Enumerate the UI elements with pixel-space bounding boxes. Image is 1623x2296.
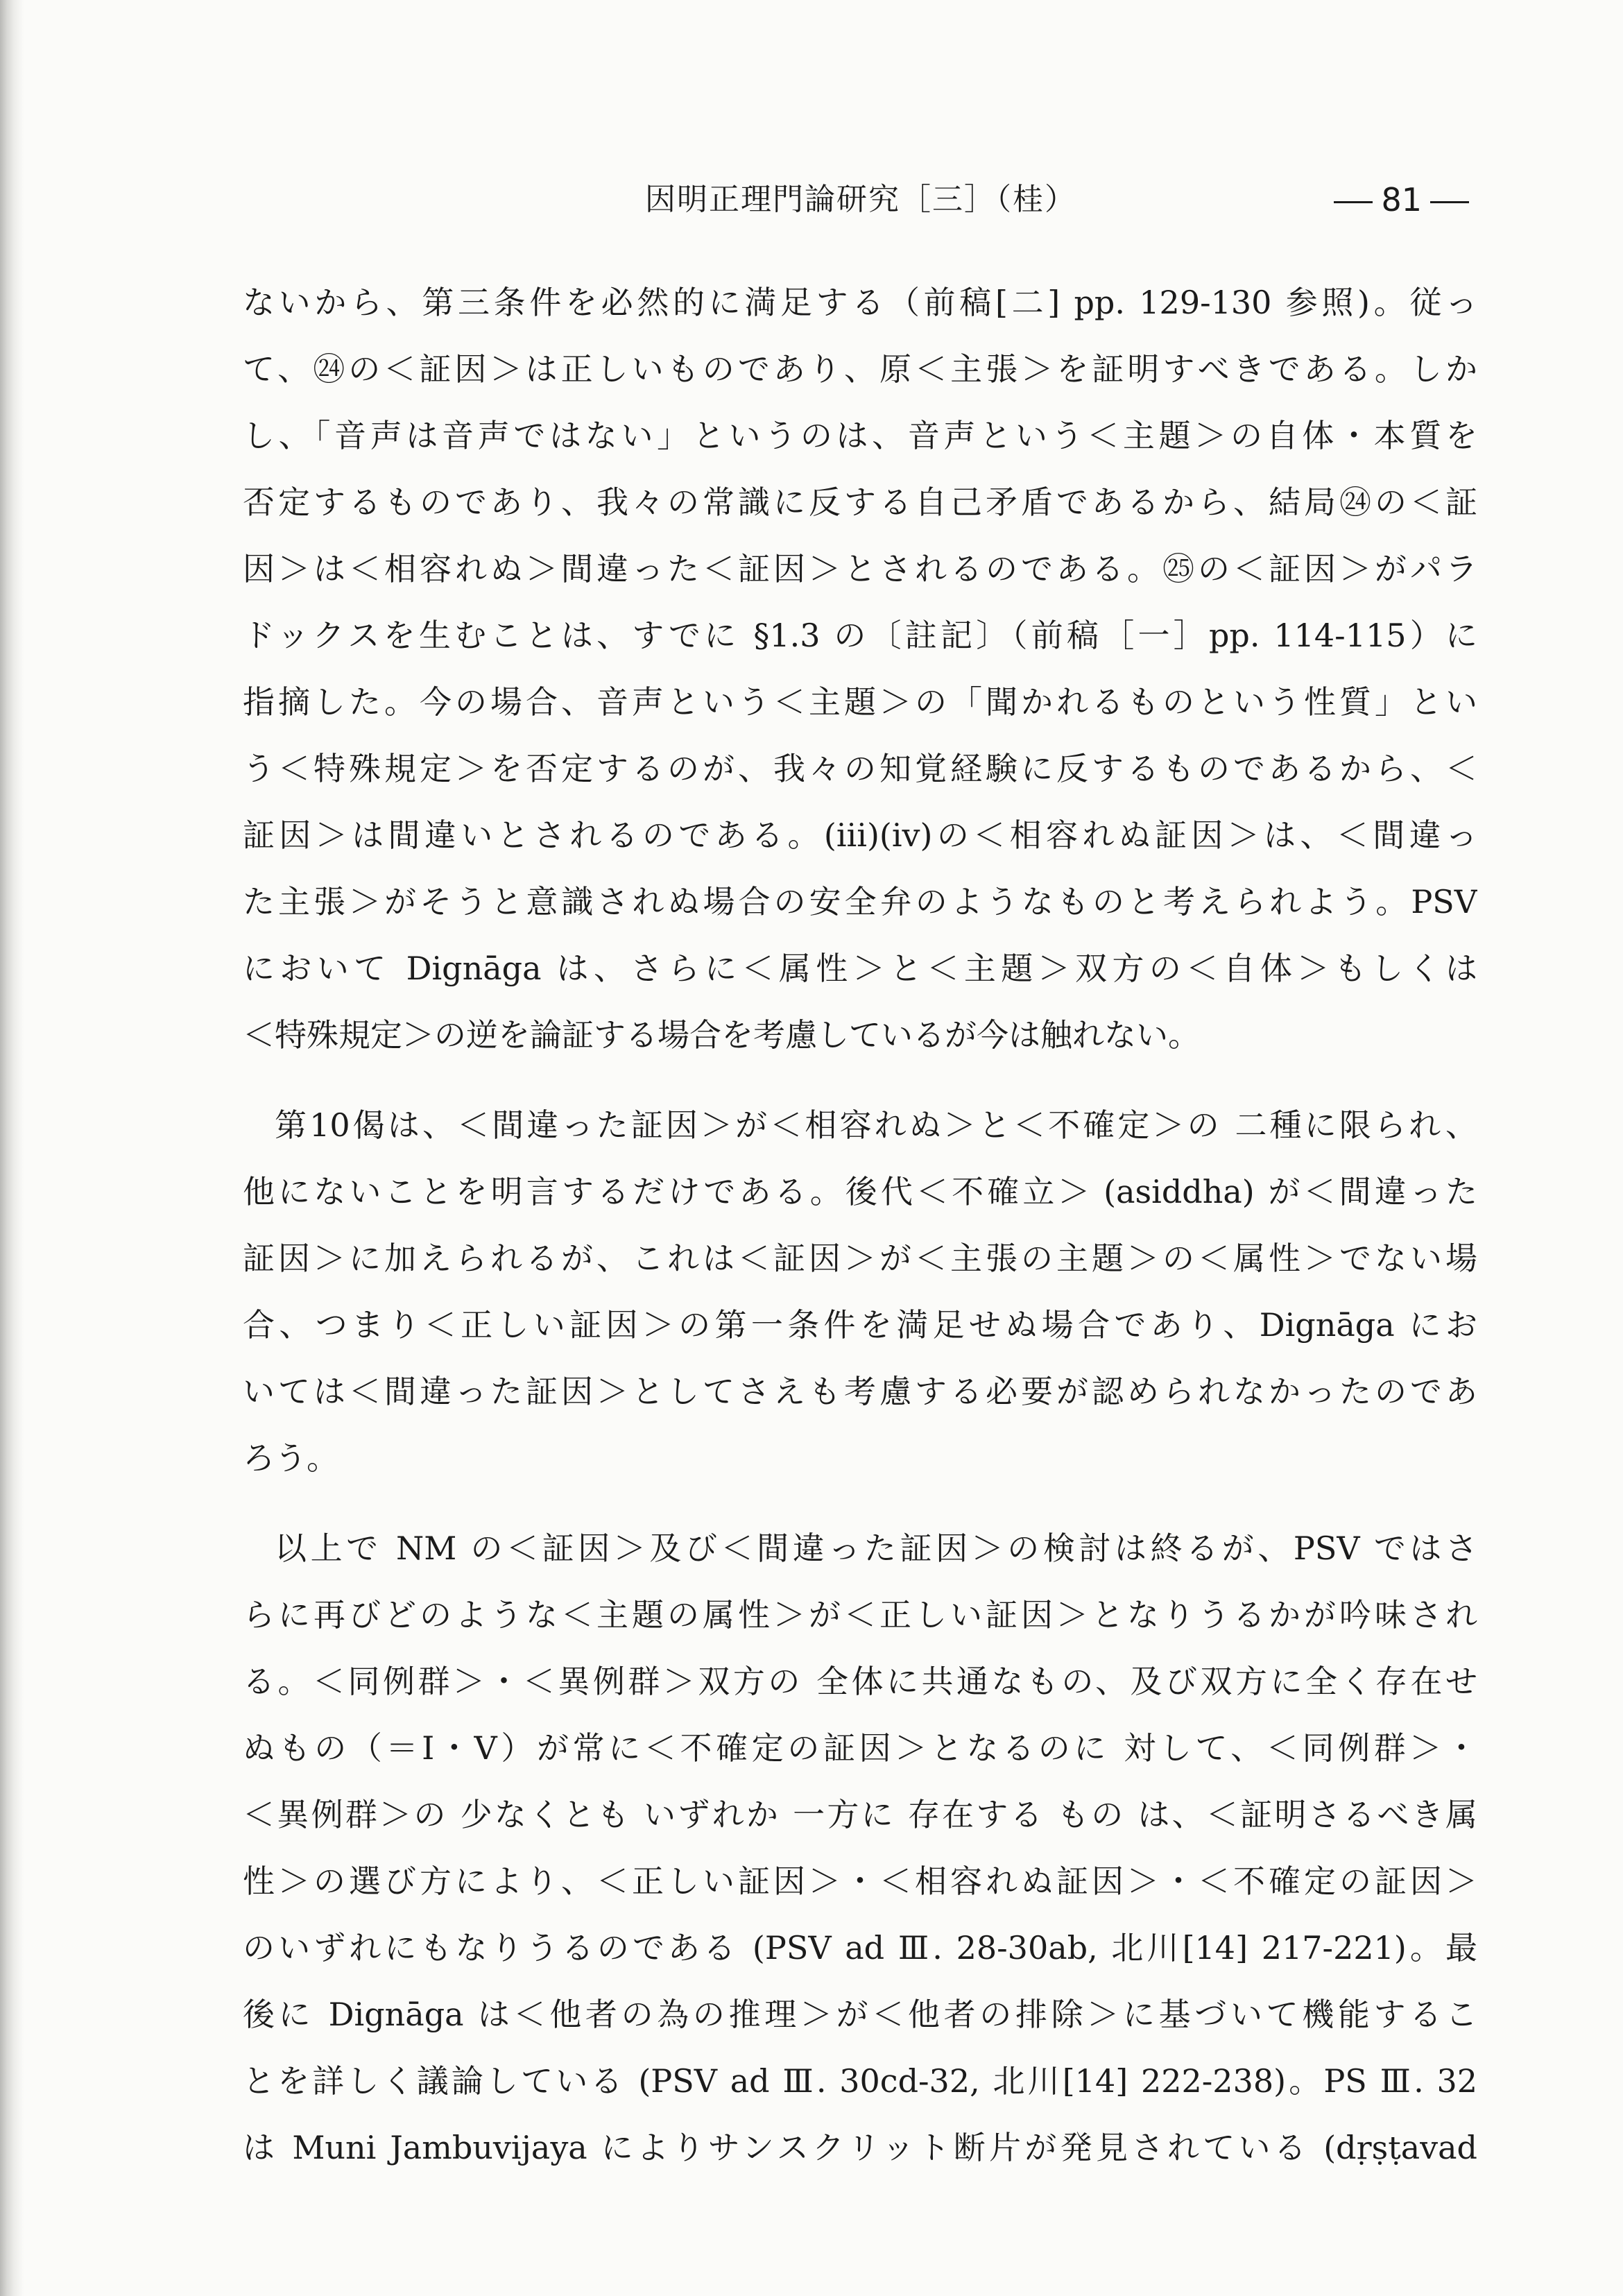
page-binding-edge xyxy=(0,0,24,2296)
text-line: ろう。 xyxy=(243,1439,338,1477)
paragraph-3 xyxy=(243,1515,1477,2181)
text-line: らに再びどのような＜主題の属性＞が＜正しい証因＞となりうるかが吟味され xyxy=(243,1596,1477,1634)
dash-left xyxy=(1334,201,1373,203)
text-line: た主張＞がそうと意識されぬ場合の安全弁のようなものと考えられよう。PSV xyxy=(243,883,1477,920)
text-line: 証因＞は間違いとされるのである。(iii)(iv)の＜相容れぬ証因＞は、＜間違っ xyxy=(243,816,1477,854)
text-line: は Muni Jambuvijaya によりサンスクリット断片が発見されている (dṛṣṭavad xyxy=(243,2129,1477,2166)
text-line: いては＜間違った証因＞としてさえも考慮する必要が認められなかったのであ xyxy=(243,1373,1477,1410)
text-line: 他にないことを明言するだけである。後代＜不確立＞ (asiddha) が＜間違った xyxy=(243,1173,1477,1210)
text-line: 性＞の選び方により、＜正しい証因＞・＜相容れぬ証因＞・＜不確定の証因＞ xyxy=(243,1862,1477,1900)
text-line: 後に Dignāga は＜他者の為の推理＞が＜他者の排除＞に基づいて機能するこ xyxy=(243,1996,1477,2033)
page-number-block xyxy=(1325,172,1477,228)
text-line: 証因＞に加えられるが、これは＜証因＞が＜主張の主題＞の＜属性＞でない場 xyxy=(243,1240,1477,1277)
paragraph-gap xyxy=(243,1068,1477,1092)
text-line: ドックスを生むことは、すでに §1.3 の〔註記〕（前稿［一］pp. 114-115）に xyxy=(243,617,1477,654)
running-title: 因明正理門論研究［三］（桂） xyxy=(645,182,1076,217)
text-line: とを詳しく議論している (PSV ad Ⅲ. 30cd-32, 北川[14] 222-238)。PS Ⅲ. 32 xyxy=(243,2062,1477,2100)
page-number: 81 xyxy=(1381,181,1422,219)
text-line: て、㉔の＜証因＞は正しいものであり、原＜主張＞を証明すべきである。しか xyxy=(243,350,1477,388)
text-line: 第10偈は、＜間違った証因＞が＜相容れぬ＞と＜不確定＞の 二種に限られ、 xyxy=(275,1106,1477,1144)
text-line: ＜特殊規定＞の逆を論証する場合を考慮しているが今は触れない。 xyxy=(243,1016,1200,1054)
text-line: 因＞は＜相容れぬ＞間違った＜証因＞とされるのである。㉕の＜証因＞がパラ xyxy=(243,550,1477,588)
text-line: う＜特殊規定＞を否定するのが、我々の知覚経験に反するものであるから、＜ xyxy=(243,750,1477,787)
text-line: ないから、第三条件を必然的に満足する（前稿[二] pp. 129-130 参照)。従っ xyxy=(243,284,1477,321)
text-line: ＜異例群＞の 少なくとも いずれか 一方に 存在する もの は、＜証明さるべき属 xyxy=(243,1796,1477,1833)
paragraph-2 xyxy=(243,1092,1477,1491)
body-text xyxy=(243,269,1477,2181)
text-line: 否定するものであり、我々の常識に反する自己矛盾であるから、結局㉔の＜証 xyxy=(243,483,1477,521)
paragraph-1 xyxy=(243,269,1477,1068)
text-line: 合、つまり＜正しい証因＞の第一条件を満足せぬ場合であり、Dignāga にお xyxy=(243,1306,1477,1344)
text-line: のいずれにもなりうるのである (PSV ad Ⅲ. 28-30ab, 北川[14] 217-221)。最 xyxy=(243,1929,1477,1967)
text-line: において Dignāga は、さらに＜属性＞と＜主題＞双方の＜自体＞もしくは xyxy=(243,950,1477,987)
text-line: 指摘した。今の場合、音声という＜主題＞の「聞かれるものという性質」とい xyxy=(243,683,1477,721)
running-header xyxy=(243,172,1477,228)
dash-right xyxy=(1430,201,1469,203)
text-line: る。＜同例群＞・＜異例群＞双方の 全体に共通なもの、及び双方に全く存在せ xyxy=(243,1663,1477,1700)
text-line: し、「音声は音声ではない」というのは、音声という＜主題＞の自体・本質を xyxy=(243,417,1477,454)
paragraph-gap xyxy=(243,1491,1477,1515)
text-line: ぬもの（＝Ⅰ・Ⅴ）が常に＜不確定の証因＞となるのに 対して、＜同例群＞・ xyxy=(243,1729,1477,1767)
text-line: 以上で NM の＜証因＞及び＜間違った証因＞の検討は終るが、PSV ではさ xyxy=(275,1530,1477,1567)
